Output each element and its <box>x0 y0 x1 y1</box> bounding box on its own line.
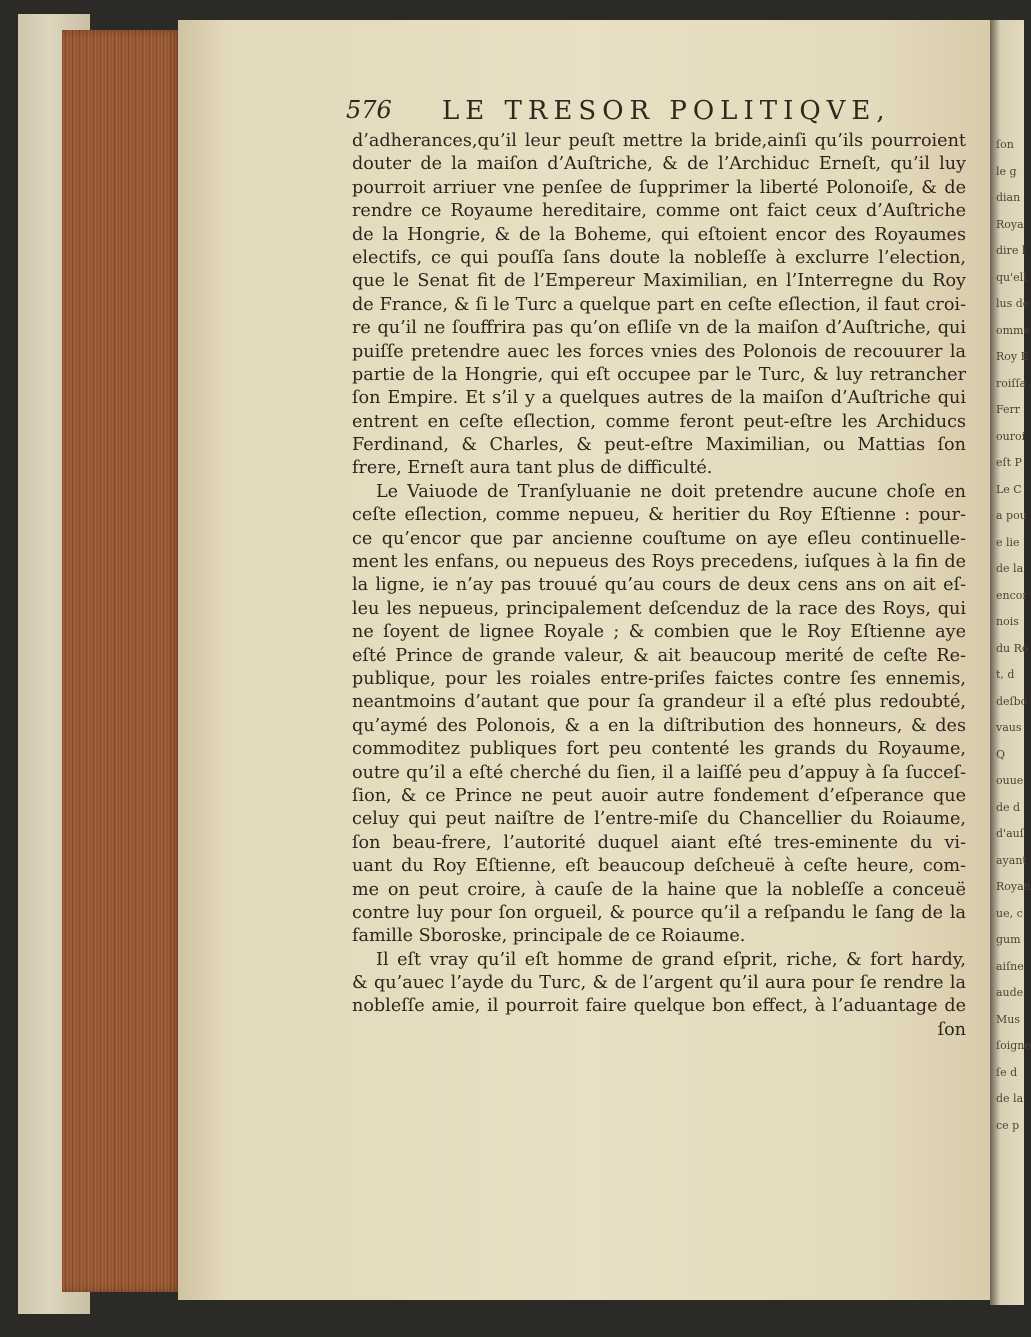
facing-page-fragment-text: omme <box>996 323 1030 337</box>
text-line: outre qu’il a eſté cherché du ſien, il a laiſſé peu d’appuy à ſa ſucceſ- <box>352 762 966 783</box>
text-line: famille Sboroske, principale de ce Roiaume. <box>352 926 746 947</box>
facing-page-fragment-text: dire l <box>996 244 1026 257</box>
text-line: douter de la maiſon d’Auſtriche, & de l’Archiduc Erneſt, qu’il luy <box>352 154 966 175</box>
text-line: d’adherances,qu’il leur peuſt mettre la bride,ainſi qu’ils pourroient <box>352 131 966 151</box>
facing-page-fragment-text: aiſne <box>996 959 1024 973</box>
facing-page-fragment-text: roiſſa <box>996 376 1027 390</box>
text-line: ſon <box>937 1019 966 1040</box>
facing-page-fragment-text: deſbo <box>996 694 1028 708</box>
facing-page-fragment-text: Mus <box>996 1012 1020 1026</box>
facing-page-fragment-text: vaus <box>996 721 1022 734</box>
text-line: ſon Empire. Et s’il y a quelques autres de la maiſon d’Auſtriche qui <box>352 388 966 409</box>
text-line: Ferdinand, & Charles, & peut-eſtre Maximilian, ou Mattias ſon <box>352 435 966 456</box>
text-line: me on peut croire, à cauſe de la haine que la nobleſſe a conceuë <box>352 879 966 900</box>
facing-page-fragment-text: Q <box>996 747 1006 761</box>
facing-page-fragment-text: Le C <box>996 482 1022 496</box>
facing-page-fragment-text: Roy E <box>996 350 1029 363</box>
facing-page-fragment-text: ſoigne <box>996 1039 1031 1052</box>
facing-page-fragment-text: le g <box>996 164 1017 178</box>
text-line: Le Vaiuode de Tranſyluanie ne doit pretendre aucune choſe en <box>376 481 966 502</box>
text-line: & qu’auec l’ayde du Turc, & de l’argent qu’il aura pour ſe rendre la <box>352 973 966 994</box>
facing-page-fragment-text: ayant <box>996 853 1027 867</box>
facing-page-fragment-text: d'auſ <box>996 827 1024 840</box>
facing-page-fragment-text: e lie <box>996 535 1020 549</box>
facing-page-fragment-text: de la <box>996 1092 1024 1105</box>
facing-page-fragment-text: lus de <box>996 297 1030 310</box>
text-line: que le Senat fit de l’Empereur Maximilian, en l’Interregne du Roy <box>352 271 966 292</box>
facing-page-fragment-text: gum <box>996 933 1021 946</box>
text-line: nobleſſe amie, il pourroit faire quelque bon effect, à l’aduantage de <box>352 996 966 1017</box>
text-line: frere, Erneſt aura tant plus de difficulté. <box>352 458 713 479</box>
text-line: publique, pour les roiales entre-priſes faictes contre ſes ennemis, <box>352 668 966 689</box>
text-line: re qu’il ne ſouffrira pas qu’on eſliſe vn de la maiſon d’Auſtriche, qui <box>352 318 966 339</box>
text-line: la ligne, ie n’ay pas trouué qu’au cours de deux cens ans on ait eſ- <box>352 575 966 596</box>
text-line: ment les enfans, ou nepueus des Roys precedens, iuſques à la fin de <box>352 552 966 573</box>
text-line: Il eſt vray qu’il eſt homme de grand eſprit, riche, & fort hardy, <box>376 949 966 970</box>
running-title: LE TRESOR POLITIQVE, <box>442 96 891 126</box>
text-line: ceſte eſlection, comme nepueu, & heritier du Roy Eſtienne : pour- <box>352 505 966 526</box>
text-line: contre luy pour ſon orgueil, & pource qu’il a reſpandu le ſang de la <box>352 902 966 923</box>
facing-page-fragment-text: encor <box>996 588 1028 602</box>
page-header <box>346 92 966 132</box>
text-line: puiſſe pretendre auec les forces vnies des Polonois de recouurer la <box>352 341 966 362</box>
facing-page-fragment-text: ſe d <box>996 1065 1018 1079</box>
text-line: qu’aymé des Polonois, & a en la diſtribution des honneurs, & des <box>352 715 966 736</box>
text-line: entrent en ceſte eſlection, comme feront peut-eſtre les Archiducs <box>352 411 966 432</box>
text-line: ſon beau-frere, l’autorité duquel aiant eſté tres-eminente du vi- <box>352 832 966 853</box>
text-line: neantmoins d’autant que pour ſa grandeur il a eſté plus redoubté, <box>352 692 966 713</box>
facing-page-fragment-text: nois <box>996 615 1019 628</box>
facing-page-fragment-text: ce p <box>996 1118 1020 1132</box>
text-line: eſté Prince de grande valeur, & ait beaucoup merité de ceſte Re- <box>352 645 966 666</box>
facing-page-fragment-text: de d <box>996 800 1021 814</box>
body-text <box>352 130 966 1042</box>
facing-page-fragment-text: Royan <box>996 880 1031 893</box>
facing-page-fragment-text: ſon <box>996 138 1014 151</box>
facing-page-fragment-text: Ferr <box>996 403 1021 416</box>
text-line: partie de la Hongrie, qui eſt occupee par le Turc, & luy retrancher <box>352 364 966 385</box>
page-edges <box>62 30 182 1292</box>
facing-page-fragment-text: a pou <box>996 509 1027 522</box>
text-line: ce qu’encor que par ancienne couſtume on aye eſleu continuelle- <box>352 528 966 549</box>
text-line: celuy qui peut naiſtre de l’entre-miſe du Chancellier du Roiaume, <box>352 809 966 830</box>
text-line: de France, & ſi le Turc a quelque part en ceſte eſlection, il faut croi- <box>352 294 966 315</box>
text-line: electifs, ce qui pouſſa ſans doute la nobleſſe à exclurre l’election, <box>352 247 966 268</box>
text-line: de la Hongrie, & de la Boheme, qui eſtoient encor des Royaumes <box>352 224 966 245</box>
text-line: uant du Roy Eſtienne, eſt beaucoup deſcheuë à ceſte heure, com- <box>352 856 966 877</box>
facing-page-fragment-text: ouroi <box>996 429 1026 443</box>
text-line: ſion, & ce Prince ne peut auoir autre fondement d’eſperance que <box>352 785 966 806</box>
facing-page-fragment-text: qu'ell <box>996 270 1027 284</box>
text-line: leu les nepueus, principalement deſcenduz de la race des Roys, qui <box>352 598 966 619</box>
text-line: commoditez publiques fort peu contenté les grands du Royaume, <box>352 739 966 760</box>
facing-page-fragment <box>990 20 1031 1305</box>
text-line: rendre ce Royaume hereditaire, comme ont faict ceux d’Auſtriche <box>352 201 966 222</box>
facing-page-fragment-text: ouue <box>996 774 1024 787</box>
page-number: 576 <box>346 96 392 124</box>
facing-page-fragment-text: dian <box>996 191 1021 204</box>
facing-page-fragment-text: eſt P <box>996 456 1022 469</box>
text-line: pourroit arriuer vne penſee de ſupprimer la liberté Polonoiſe, & de <box>352 177 966 198</box>
text-line: ne ſoyent de lignee Royale ; & combien que le Roy Eſtienne aye <box>352 622 966 643</box>
facing-page-fragment-text: aude <box>996 986 1024 999</box>
facing-page-fragment-text: ue, c <box>996 906 1023 920</box>
facing-page-fragment-text: du Ro <box>996 641 1029 655</box>
facing-page-fragment-text: de la <box>996 562 1024 575</box>
facing-page-fragment-text: Roya <box>996 217 1024 231</box>
facing-page-fragment-text: t, d <box>996 668 1015 681</box>
